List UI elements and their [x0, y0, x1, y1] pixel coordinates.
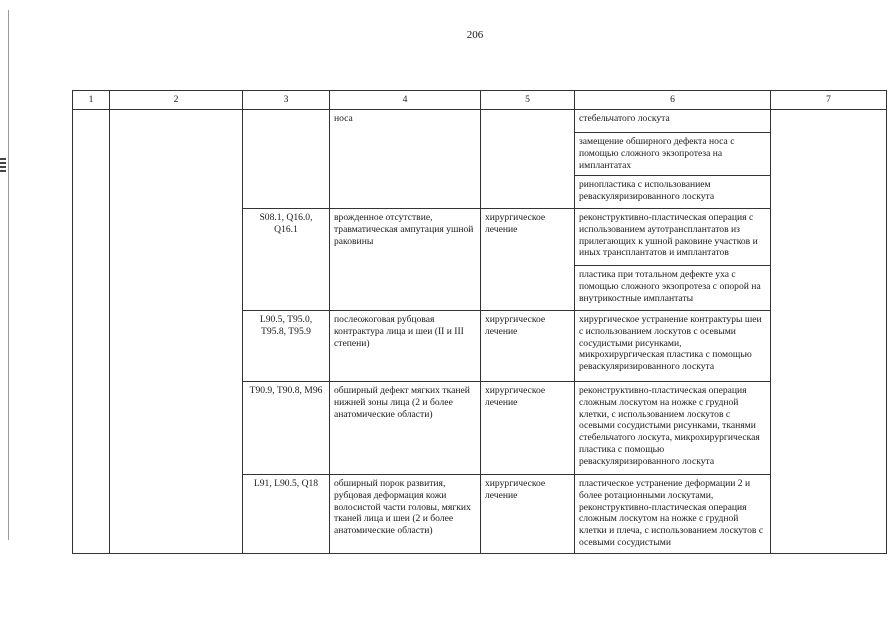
- cell-codes: [243, 110, 330, 209]
- header-col-4: 4: [330, 91, 481, 110]
- table-row: [73, 110, 887, 209]
- header-col-5: 5: [481, 91, 575, 110]
- page-number: 206: [466, 29, 484, 41]
- medical-care-table: [72, 90, 887, 554]
- cell-treatment: [481, 110, 575, 209]
- cell-model: обширный порок развития, рубцовая деформация кожи волосистой части головы, мягких тканей лица и шеи (2 и более анатомические области): [330, 475, 481, 554]
- cell-model: послеожоговая рубцовая контрактура лица и шеи (II и III степени): [330, 311, 481, 382]
- cell-model: врожденное отсутствие, травматическая ампутация ушной раковины: [330, 209, 481, 311]
- cell-model: носа: [330, 110, 481, 209]
- cell-treatment: хирургическое лечение: [481, 311, 575, 382]
- cell-methods: реконструктивно-пластическая операция сложным лоскутом на ножке с грудной клетки, с использованием лоскутов с осевыми сосудистыми рисунками, тканями стебельчатого лоскута, микрохирургическая пластика с помощью реваскуляризированного лоскута: [575, 382, 771, 475]
- cell-profile: [110, 110, 243, 554]
- cell-methods: пластическое устранение деформации 2 и более ротационными лоскутами, реконструктивно-пластическая операция сложным лоскутом на ножке с грудной клетки и плеча, с использованием лоскутов с осевыми сосудистыми: [575, 475, 771, 554]
- cell-codes: L91, L90.5, Q18: [243, 475, 330, 554]
- header-col-1: 1: [73, 91, 110, 110]
- cell-codes: L90.5, T95.0, T95.8, T95.9: [243, 311, 330, 382]
- cell-treatment: хирургическое лечение: [481, 209, 575, 311]
- cell-methods: [575, 110, 771, 209]
- cell-codes: T90.9, T90.8, M96: [243, 382, 330, 475]
- method-item: реконструктивно-пластическая операция с использованием аутотрансплантатов из прилегающих к ушной раковине участков и иных трансплантатов и имплантатов: [575, 209, 770, 266]
- cell-number: [73, 110, 110, 554]
- header-col-3: 3: [243, 91, 330, 110]
- cell-methods: хирургическое устранение контрактуры шеи с использованием лоскутов с осевыми сосудистыми рисунками, микрохирургическая пластика с помощью реваскуляризированного лоскута: [575, 311, 771, 382]
- cell-cost: [771, 110, 887, 554]
- cell-methods: [575, 209, 771, 311]
- binding-mark: [0, 158, 6, 174]
- cell-codes: S08.1, Q16.0, Q16.1: [243, 209, 330, 311]
- header-col-6: 6: [575, 91, 771, 110]
- method-item: ринопластика с использованием реваскуляризированного лоскута: [579, 179, 715, 202]
- header-row: [73, 91, 887, 110]
- header-col-2: 2: [110, 91, 243, 110]
- method-item: пластика при тотальном дефекте уха с помощью сложного экзопротеза с опорой на внутрикостные имплантаты: [579, 269, 761, 304]
- binding-line: [8, 10, 9, 540]
- cell-treatment: хирургическое лечение: [481, 382, 575, 475]
- method-item: стебельчатого лоскута: [575, 110, 770, 133]
- method-item: замещение обширного дефекта носа с помощью сложного экзопротеза на имплантатах: [575, 133, 770, 176]
- header-col-7: 7: [771, 91, 887, 110]
- cell-model: обширный дефект мягких тканей нижней зоны лица (2 и более анатомические области): [330, 382, 481, 475]
- cell-treatment: хирургическое лечение: [481, 475, 575, 554]
